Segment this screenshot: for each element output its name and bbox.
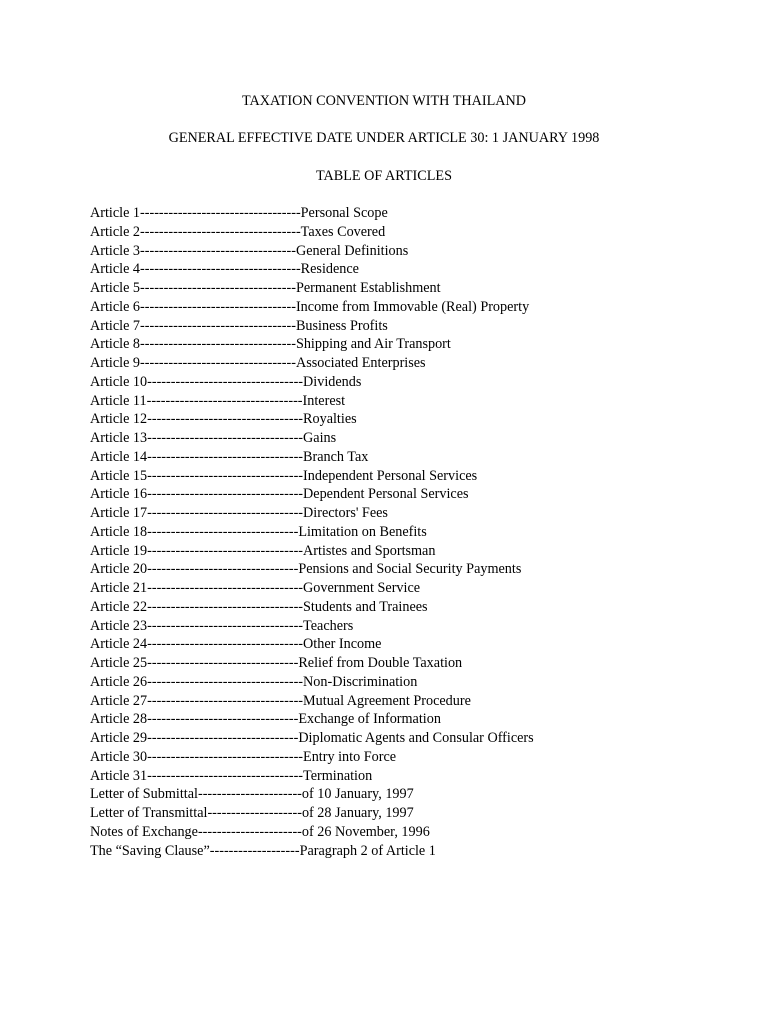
toc-entry (90, 598, 730, 617)
toc-entry-leader: -------------------------------- (147, 730, 299, 746)
toc-entry-leader: --------------------------------- (147, 486, 304, 503)
toc-entry-label: Letter of Submittal (90, 786, 198, 803)
toc-entry-title: Residence (300, 261, 359, 278)
toc-entry-label: Article 3 (90, 242, 141, 259)
toc-entry (90, 767, 730, 786)
toc-entry-label: Article 29 (90, 730, 148, 746)
toc-entry-title: Dependent Personal Services (303, 486, 469, 503)
toc-entry-leader: --------------------------------- (147, 580, 304, 596)
table-of-articles-heading: TABLE OF ARTICLES (316, 168, 452, 184)
toc-entry-title: Business Profits (295, 317, 388, 334)
toc-entry-title: Income from Immovable (Real) Property (295, 298, 530, 315)
toc-entry-label: Article 22 (90, 598, 148, 615)
toc-entry-title: Paragraph 2 of Article 1 (299, 842, 436, 859)
toc-entry (90, 729, 730, 748)
toc-entry (90, 710, 730, 729)
document-title: TAXATION CONVENTION WITH THAILAND (241, 93, 526, 109)
toc-entry (90, 748, 730, 767)
toc-entry (90, 617, 730, 636)
toc-entry (90, 692, 730, 711)
toc-entry-title: of 10 January, 1997 (301, 786, 414, 803)
toc-entry-leader: --------------------------------- (140, 298, 296, 315)
toc-entry-leader: --------------------------------- (147, 748, 304, 765)
toc-entry-label: Article 21 (90, 580, 148, 596)
toc-entry-title: Other Income (303, 636, 382, 653)
toc-entry-label: Article 28 (90, 711, 148, 728)
toc-entry-label: Article 27 (90, 692, 148, 709)
toc-entry-leader: --------------------------------- (147, 467, 304, 484)
toc-entry-label: Article 16 (90, 486, 148, 503)
toc-entry (90, 279, 730, 298)
toc-entry-title: Relief from Double Taxation (298, 655, 463, 671)
toc-entry-title: of 26 November, 1996 (301, 823, 430, 840)
toc-entry-leader: --------------------------------- (147, 430, 304, 446)
toc-entry-label: Notes of Exchange (90, 823, 198, 840)
toc-entry-leader: --------------------------------- (147, 598, 304, 615)
toc-entry-leader: -------------------------------- (147, 523, 299, 540)
toc-entry (90, 448, 730, 467)
toc-entry-title: Pensions and Social Security Payments (298, 561, 522, 578)
toc-entry-title: Taxes Covered (300, 223, 386, 240)
toc-entry (90, 485, 730, 504)
toc-entry-title: Entry into Force (303, 748, 397, 765)
toc-entry (90, 523, 730, 542)
toc-entry (90, 223, 730, 242)
toc-entry-leader: --------------------------------- (140, 336, 296, 353)
toc-entry-label: Article 19 (90, 542, 148, 559)
toc-entry-label: Article 1 (90, 205, 141, 221)
toc-entry-label: Article 17 (90, 505, 148, 521)
toc-entry-leader: ------------------- (209, 842, 300, 859)
toc-entry (90, 673, 730, 692)
toc-entry-label: The “Saving Clause” (90, 842, 210, 859)
toc-entry-leader: --------------------------------- (140, 355, 296, 371)
toc-entry-leader: ---------------------- (197, 786, 302, 803)
toc-entry (90, 354, 730, 373)
toc-entry-title: Independent Personal Services (303, 467, 478, 484)
toc-entry-leader: --------------------------------- (147, 373, 304, 390)
toc-entry-leader: -------------------------------- (147, 561, 299, 578)
toc-entry-title: Termination (303, 767, 373, 784)
toc-entry (90, 467, 730, 486)
toc-entry-leader: --------------------------------- (147, 767, 304, 784)
toc-entry-title: Branch Tax (303, 448, 369, 465)
toc-entry (90, 579, 730, 598)
toc-entry-title: Government Service (303, 580, 421, 596)
toc-entry-title: of 28 January, 1997 (301, 805, 414, 821)
toc-entry-leader: ---------------------------------- (140, 261, 301, 278)
toc-entry-title: Artistes and Sportsman (303, 542, 436, 559)
toc-entry-leader: --------------------------------- (140, 242, 296, 259)
toc-entry (90, 804, 730, 823)
effective-date-subtitle: GENERAL EFFECTIVE DATE UNDER ARTICLE 30: 1 JANUARY 1998 (168, 130, 600, 146)
toc-entry (90, 298, 730, 317)
toc-entry (90, 542, 730, 561)
toc-entry-label: Article 8 (90, 336, 141, 353)
toc-entry-label: Article 5 (90, 280, 141, 296)
toc-entry-label: Article 15 (90, 467, 148, 484)
toc-entry-leader: -------------------------------- (147, 711, 299, 728)
toc-entry-leader: -------------------------------- (147, 655, 299, 671)
toc-entry (90, 317, 730, 336)
toc-entry-leader: --------------------------------- (147, 673, 304, 690)
toc-entry (90, 373, 730, 392)
toc-entry (90, 260, 730, 279)
toc-entry-leader: --------------------------------- (147, 505, 304, 521)
toc-entry-label: Article 31 (90, 767, 148, 784)
toc-entry (90, 242, 730, 261)
toc-entry-leader: -------------------- (207, 805, 302, 821)
toc-entry-leader: --------------------------------- (147, 448, 304, 465)
toc-entry-label: Article 12 (90, 411, 148, 428)
toc-entry-leader: --------------------------------- (140, 280, 296, 296)
toc-entry-leader: --------------------------------- (147, 542, 304, 559)
toc-entry-title: Personal Scope (300, 205, 388, 221)
toc-entry (90, 392, 730, 411)
toc-entry-label: Article 7 (90, 317, 141, 334)
toc-entry (90, 429, 730, 448)
toc-entry-leader: ---------------------- (197, 823, 302, 840)
toc-entry (90, 560, 730, 579)
toc-entry-label: Article 6 (90, 298, 141, 315)
toc-entry-label: Letter of Transmittal (90, 805, 208, 821)
toc-entry-title: Associated Enterprises (295, 355, 426, 371)
toc-entry-label: Article 9 (90, 355, 141, 371)
toc-entry-label: Article 13 (90, 430, 148, 446)
toc-entry-label: Article 2 (90, 223, 141, 240)
toc-entry-title: Permanent Establishment (295, 280, 441, 296)
toc-entry-leader: --------------------------------- (147, 636, 304, 653)
toc-entry-label: Article 26 (90, 673, 148, 690)
toc-entry-title: General Definitions (295, 242, 409, 259)
toc-entry-title: Directors' Fees (303, 505, 388, 521)
toc-entry-title: Exchange of Information (298, 711, 441, 728)
toc-entry-leader: --------------------------------- (147, 617, 304, 634)
toc-entry-title: Gains (303, 430, 337, 446)
toc-entry-title: Diplomatic Agents and Consular Officers (298, 730, 534, 746)
table-of-articles (90, 204, 730, 860)
toc-entry-leader: --------------------------------- (140, 317, 296, 334)
toc-entry-title: Mutual Agreement Procedure (303, 692, 471, 709)
toc-entry-title: Non-Discrimination (303, 673, 418, 690)
toc-entry (90, 635, 730, 654)
toc-entry (90, 504, 730, 523)
toc-entry (90, 410, 730, 429)
toc-entry-label: Article 20 (90, 561, 148, 578)
toc-entry-label: Article 18 (90, 523, 148, 540)
toc-entry-label: Article 30 (90, 748, 148, 765)
toc-entry-title: Interest (302, 392, 346, 409)
toc-entry (90, 785, 730, 804)
toc-entry-label: Article 4 (90, 261, 141, 278)
toc-entry (90, 842, 730, 861)
toc-entry (90, 204, 730, 223)
toc-entry-title: Students and Trainees (303, 598, 428, 615)
toc-entry-label: Article 14 (90, 448, 148, 465)
toc-entry-title: Royalties (303, 411, 357, 428)
toc-entry-label: Article 10 (90, 373, 148, 390)
toc-entry-label: Article 24 (90, 636, 148, 653)
toc-entry-label: Article 23 (90, 617, 148, 634)
toc-entry (90, 654, 730, 673)
toc-entry-label: Article 11 (90, 392, 147, 409)
toc-entry-title: Shipping and Air Transport (295, 336, 451, 353)
toc-entry-leader: --------------------------------- (147, 411, 304, 428)
toc-entry-label: Article 25 (90, 655, 148, 671)
toc-entry-leader: --------------------------------- (146, 392, 303, 409)
toc-entry (90, 823, 730, 842)
toc-entry-title: Limitation on Benefits (298, 523, 427, 540)
toc-entry-leader: ---------------------------------- (140, 223, 301, 240)
toc-entry-leader: ---------------------------------- (140, 205, 301, 221)
toc-entry-leader: --------------------------------- (147, 692, 304, 709)
toc-entry-title: Teachers (303, 617, 354, 634)
toc-entry-title: Dividends (303, 373, 362, 390)
toc-entry (90, 335, 730, 354)
